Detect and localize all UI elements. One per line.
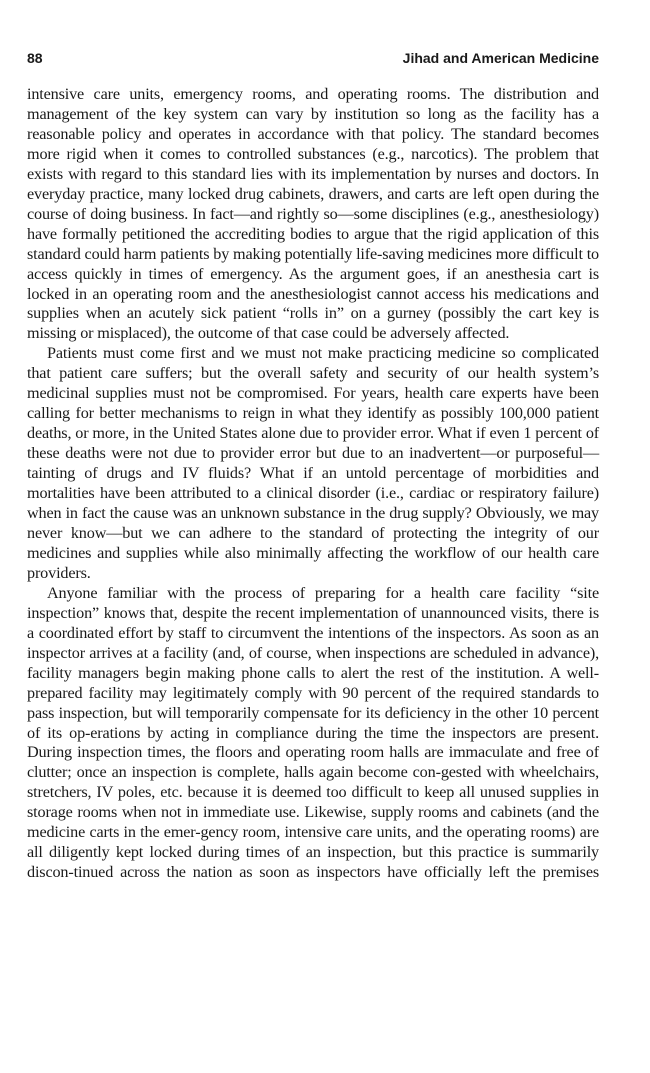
book-title: Jihad and American Medicine <box>402 50 599 66</box>
body-text <box>27 85 599 883</box>
running-head <box>27 48 599 70</box>
paragraph-continued: intensive care units, emergency rooms, and operating rooms. The distribution and management of the key system can vary by institution so long as the facility has a reasonable policy and operates in accordance with that policy. The standard becomes more rigid when it comes to controlled substances (e.g., narcotics). The problem that exists with regard to this standard lies with its implementation by nurses and doctors. In everyday practice, many locked drug cabinets, drawers, and carts are left open during the course of doing business. In fact—and rightly so—some disciplines (e.g., anesthesiology) have formally petitioned the accrediting bodies to argue that the rigid application of this standard could harm patients by making potentially life-saving medicines more difficult to access quickly in times of emergency. As the argument goes, if an anesthesia cart is locked in an operating room and the anesthesiologist cannot access his medications and supplies when an acutely sick patient “rolls in” on a gurney (possibly the cart key is missing or misplaced), the outcome of that case could be adversely affected. <box>27 85 599 343</box>
paragraph: Patients must come first and we must not make practicing medicine so complicated that patient care suffers; but the overall safety and security of our health system’s medicinal supplies must not be compromised. For years, health care experts have been calling for better mechanisms to reign in what they identify as possibly 100,000 patient deaths, or more, in the United States alone due to provider error. What if even 1 percent of these deaths were not due to provider error but due to an inadvertent—or purposeful—tainting of drugs and IV fluids? What if an untold percentage of morbidities and mortalities have been attributed to a clinical disorder (i.e., cardiac or respiratory failure) when in fact the cause was an unknown substance in the drug supply? Obviously, we may never know—but we can adhere to the standard of protecting the integrity of our medicines and supplies while also minimally affecting the workflow of our health care providers. <box>27 344 599 582</box>
page-number: 88 <box>27 50 43 66</box>
paragraph: Anyone familiar with the process of preparing for a health care facility “site inspection” knows that, despite the recent implementation of unannounced visits, there is a coordinated effort by staff to circumvent the intentions of the inspectors. As soon as an inspector arrives at a facility (and, of course, when inspections are scheduled in advance), facility managers begin making phone calls to alert the rest of the institution. A well-prepared facility may legitimately comply with 90 percent of the required standards to pass inspection, but will temporarily compensate for its deficiency in the other 10 percent of its op-erations by acting in compliance during the time the inspectors are present. During inspection times, the floors and operating room halls are immaculate and free of clutter; once an inspection is complete, halls again become con-gested with wheelchairs, stretchers, IV poles, etc. because it is deemed too difficult to keep all unused supplies in storage rooms when not in immediate use. Likewise, supply rooms and cabinets (and the medicine carts in the emer-gency room, intensive care units, and the operating rooms) are all diligently kept locked during times of an inspection, but this practice is summarily discon-tinued across the nation as soon as inspectors have officially left the premises <box>27 583 599 882</box>
